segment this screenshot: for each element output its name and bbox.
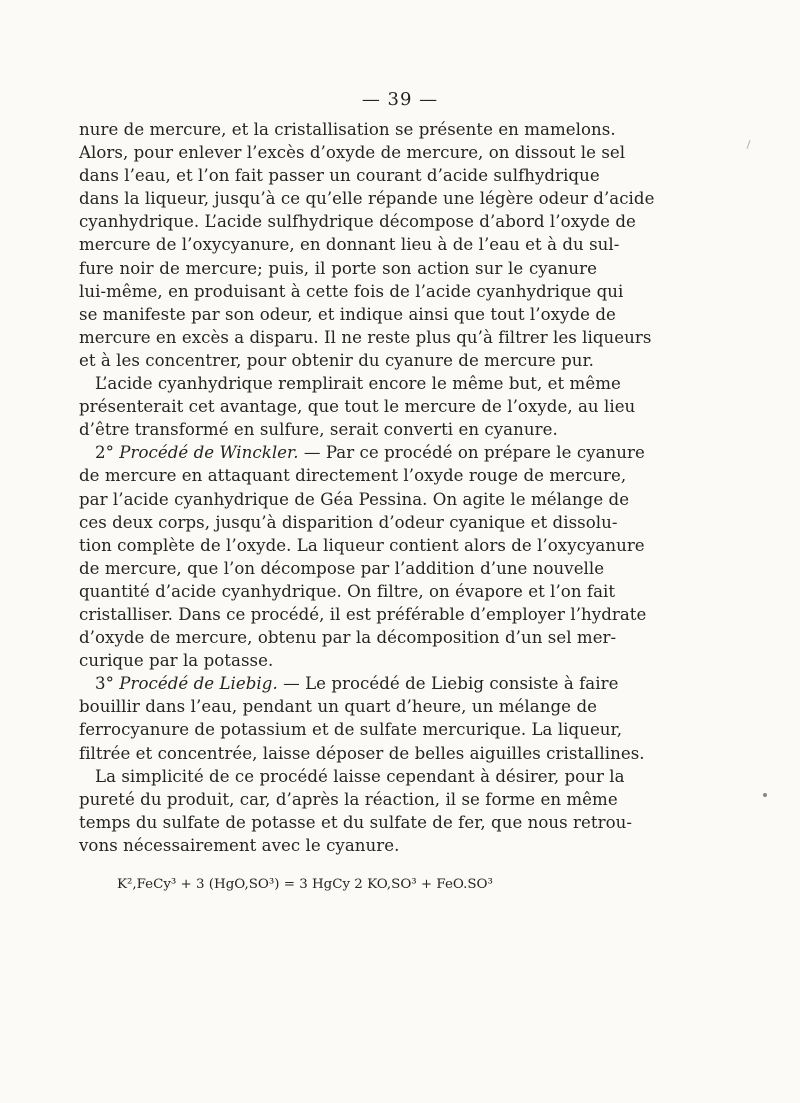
text-line (79, 326, 652, 349)
line-text: ces deux corps, jusqu’à disparition d’odeur cyanique et dissolu- (79, 512, 618, 532)
text-line (79, 233, 620, 256)
text-line (79, 141, 626, 164)
text-line (79, 557, 605, 580)
line-text: fure noir de mercure; puis, il porte son action sur le cyanure (79, 258, 597, 278)
line-text: présenterait cet avantage, que tout le mercure de l’oxyde, au lieu (79, 397, 636, 417)
line-text: — Par ce procédé on prépare le cyanure (298, 443, 645, 463)
text-line (79, 257, 597, 280)
text-line (79, 788, 618, 811)
line-text: tion complète de l’oxyde. La liqueur contient alors de l’oxycyanure (79, 535, 645, 555)
line-text: cristalliser. Dans ce procédé, il est préférable d’employer l’hydrate (79, 604, 647, 624)
line-text: de mercure en attaquant directement l’oxyde rouge de mercure, (79, 466, 627, 486)
section-title: Procédé de Winckler. (119, 443, 299, 463)
body-text (79, 118, 655, 857)
text-line (79, 187, 655, 210)
text-line (79, 672, 619, 695)
section-number: 3° (95, 674, 120, 694)
text-line (79, 603, 647, 626)
text-line (79, 765, 625, 788)
line-text: Alors, pour enlever l’excès d’oxyde de mercure, on dissout le sel (79, 143, 626, 163)
line-text: et à les concentrer, pour obtenir du cyanure de mercure pur. (79, 350, 594, 370)
text-line (79, 280, 624, 303)
text-line (79, 303, 616, 326)
line-text: bouillir dans l’eau, pendant un quart d’heure, un mélange de (79, 697, 597, 717)
line-text: d’être transformé en sulfure, serait converti en cyanure. (79, 420, 558, 440)
text-line (79, 118, 616, 141)
page-speck (746, 140, 750, 149)
text-line (79, 164, 600, 187)
line-text: mercure de l’oxycyanure, en donnant lieu à de l’eau et à du sul- (79, 235, 620, 255)
line-text: dans l’eau, et l’on fait passer un courant d’acide sulfhydrique (79, 166, 600, 186)
text-line (79, 395, 636, 418)
line-text: dans la liqueur, jusqu’à ce qu’elle répande une légère odeur d’acide (79, 189, 655, 209)
line-text: cyanhydrique. L’acide sulfhydrique décompose d’abord l’oxyde de (79, 212, 636, 232)
text-line (79, 580, 616, 603)
line-text: ferrocyanure de potassium et de sulfate mercurique. La liqueur, (79, 720, 623, 740)
section-title: Procédé de Liebig. (119, 674, 278, 694)
line-text: mercure en excès a disparu. Il ne reste plus qu’à filtrer les liqueurs (79, 327, 652, 347)
line-text: quantité d’acide cyanhydrique. On filtre, on évapore et l’on fait (79, 581, 616, 601)
line-text: nure de mercure, et la cristallisation se présente en mamelons. (79, 120, 616, 139)
line-text: temps du sulfate de potasse et du sulfate de fer, que nous retrou- (79, 812, 633, 832)
text-line (79, 349, 597, 372)
line-text: d’oxyde de mercure, obtenu par la décomposition d’un sel mer- (79, 628, 617, 648)
line-text: curique par la potasse. (79, 651, 274, 671)
line-text: par l’acide cyanhydrique de Géa Pessina. On agite le mélange de (79, 489, 630, 509)
text-line (79, 742, 645, 765)
section-number: 2° (95, 443, 120, 463)
page-number: — 39 — (361, 89, 439, 110)
text-line (79, 441, 645, 464)
text-line (79, 488, 630, 511)
line-text: La simplicité de ce procédé laisse cependant à désirer, pour la (95, 766, 625, 786)
chemical-formula: K²,FeCy³ + 3 (HgO,SO³) = 3 HgCy 2 KO,SO³ + FeO.SO³ (117, 877, 493, 892)
text-line (79, 511, 618, 534)
line-text: L’acide cyanhydrique remplirait encore le même but, et même (95, 374, 621, 394)
text-line (79, 372, 621, 395)
text-line (79, 834, 597, 857)
text-line (79, 811, 633, 834)
text-line (79, 210, 636, 233)
line-text: se manifeste par son odeur, et indique ainsi que tout l’oxyde de (79, 304, 616, 324)
line-text: lui-même, en produisant à cette fois de l’acide cyanhydrique qui (79, 281, 624, 301)
text-line (79, 649, 597, 672)
line-text: — Le procédé de Liebig consiste à faire (277, 674, 619, 694)
line-text: de mercure, que l’on décompose par l’addition d’une nouvelle (79, 558, 605, 578)
page-speck (763, 793, 767, 797)
line-text: filtrée et concentrée, laisse déposer de belles aiguilles cristallines. (79, 743, 645, 763)
text-line (79, 534, 645, 557)
line-text: pureté du produit, car, d’après la réaction, il se forme en même (79, 789, 618, 809)
text-line (79, 695, 597, 718)
text-line (79, 718, 623, 741)
line-text: vons nécessairement avec le cyanure. (79, 835, 400, 855)
text-line (79, 464, 627, 487)
text-line (79, 418, 597, 441)
text-line (79, 626, 617, 649)
